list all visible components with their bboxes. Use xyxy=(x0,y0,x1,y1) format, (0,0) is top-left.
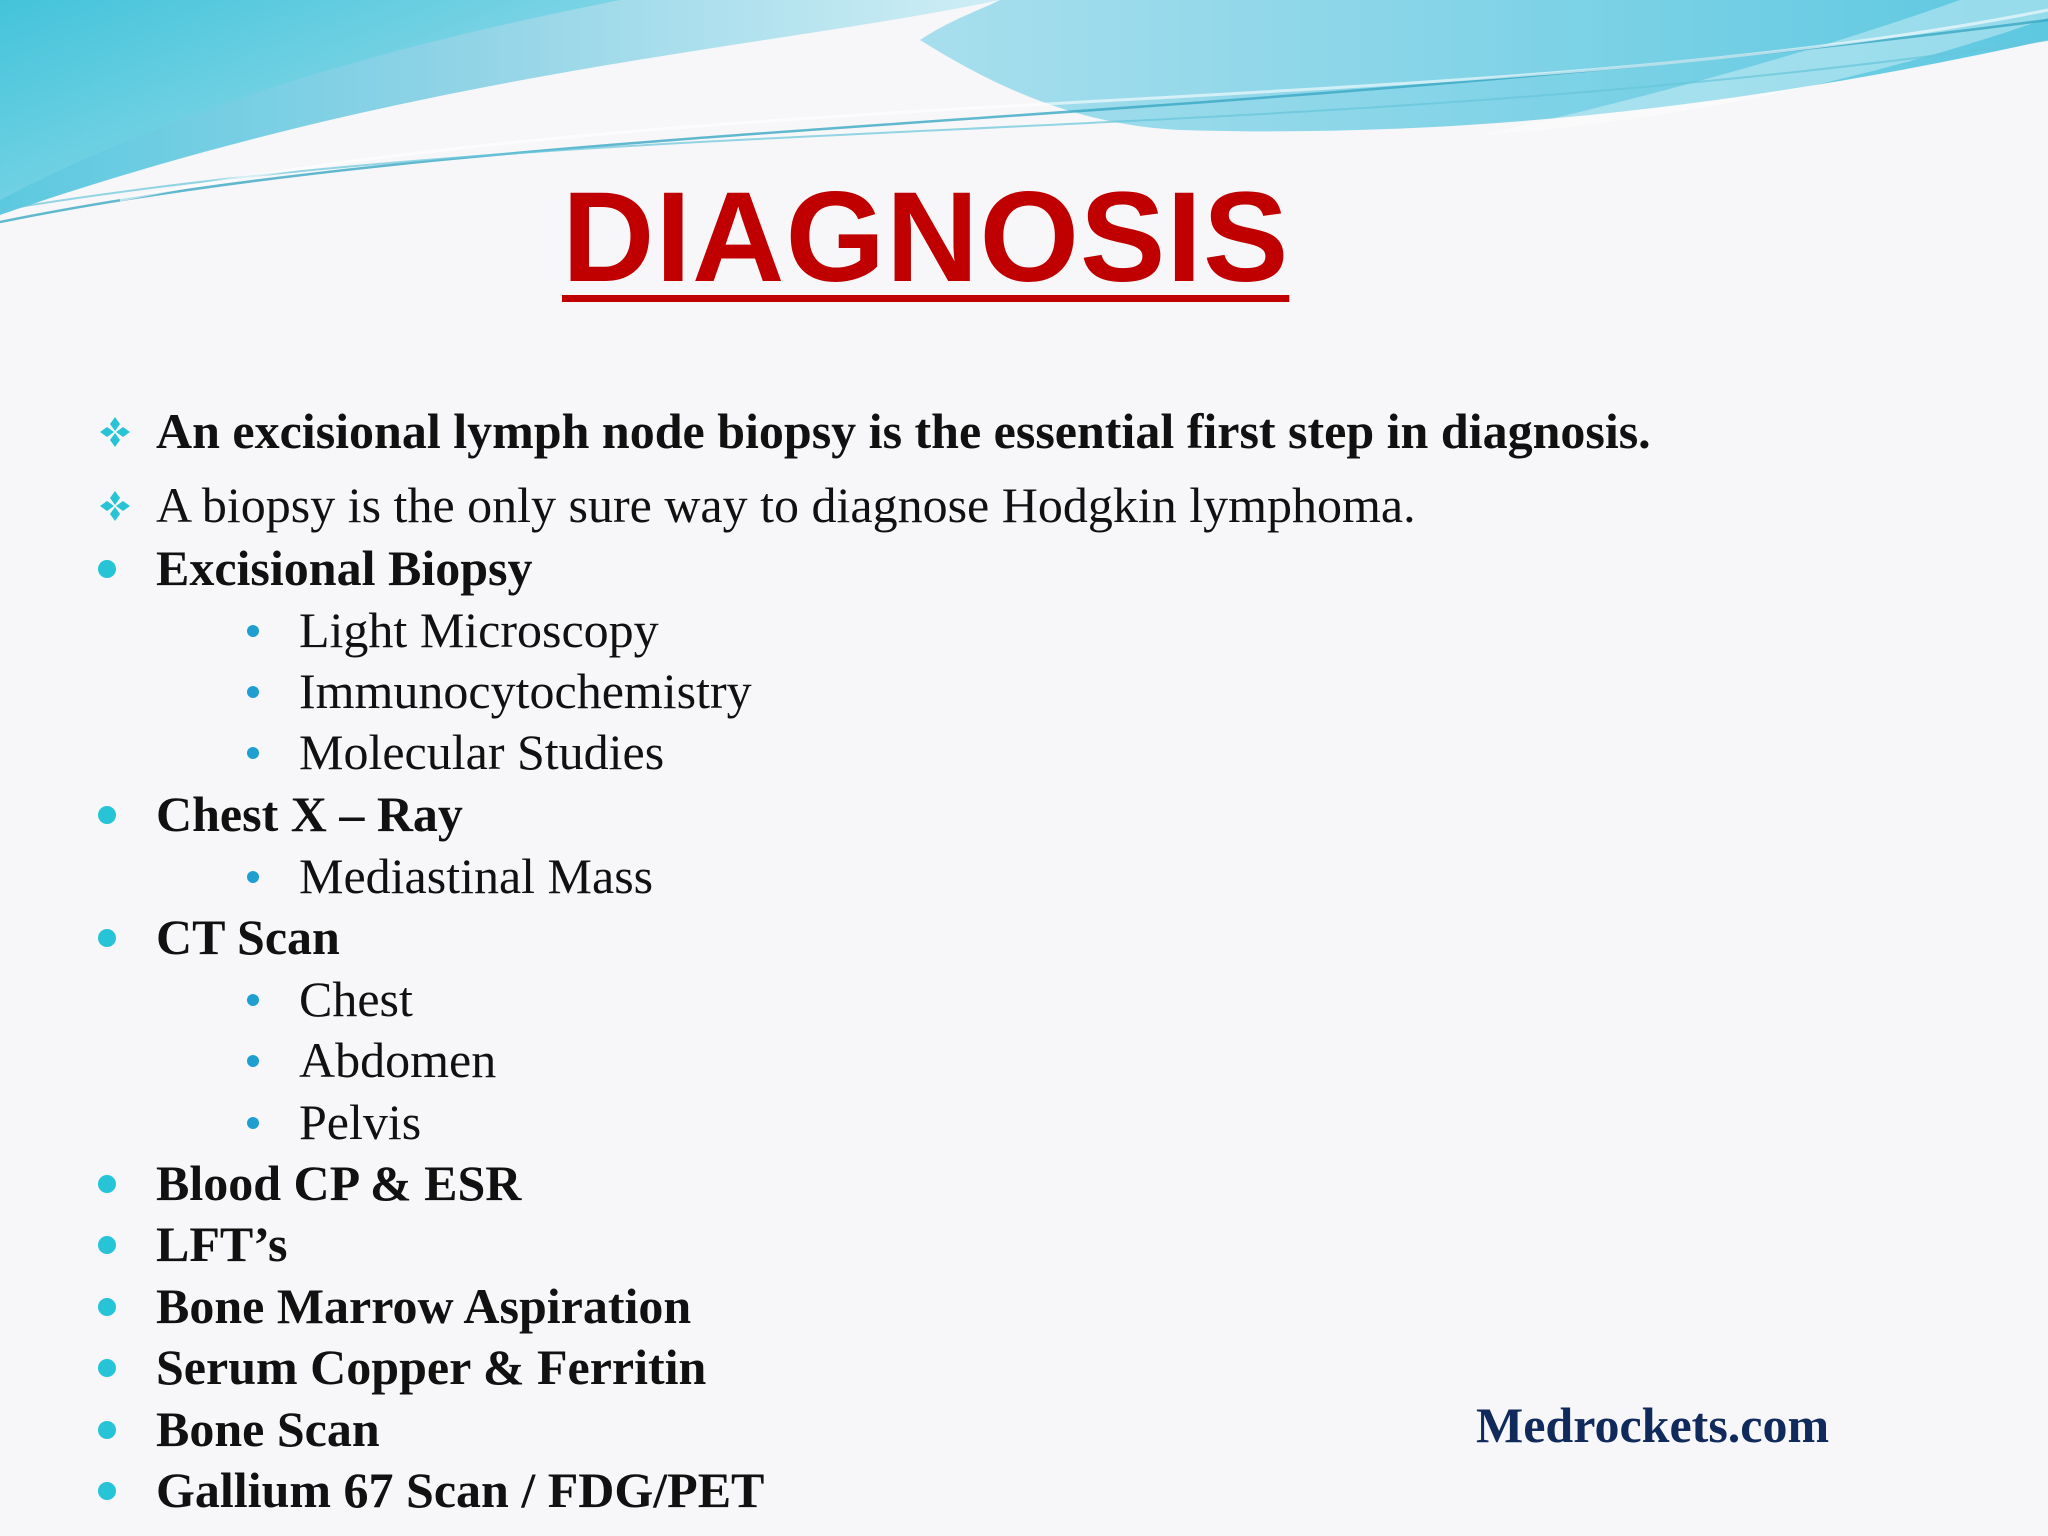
list-item xyxy=(299,722,664,782)
list-item xyxy=(299,661,752,721)
list-item-text: An excisional lymph node biopsy is the essential first step in diagnosis. xyxy=(156,403,1651,459)
list-item-text: Molecular Studies xyxy=(299,724,665,780)
list-item xyxy=(156,1399,380,1459)
list-item xyxy=(299,846,653,906)
dot-icon xyxy=(98,806,116,824)
dot-icon xyxy=(247,747,259,759)
list-item xyxy=(156,475,1416,535)
list-item-text: A biopsy is the only sure way to diagnose Hodgkin lymphoma. xyxy=(156,477,1416,533)
list-item-text: Blood CP & ESR xyxy=(156,1155,522,1211)
list-item-text: Pelvis xyxy=(299,1094,422,1150)
dot-icon xyxy=(247,1055,259,1067)
dot-icon xyxy=(247,686,259,698)
dot-icon xyxy=(247,1117,259,1129)
dot-icon xyxy=(98,929,116,947)
list-item xyxy=(156,784,463,844)
list-item-text: Abdomen xyxy=(299,1032,497,1088)
list-item-text: Light Microscopy xyxy=(299,602,659,658)
dot-icon xyxy=(98,1175,116,1193)
dot-icon xyxy=(247,871,259,883)
diamond-icon xyxy=(98,489,132,523)
brand-watermark: Medrockets.com xyxy=(1476,1397,1830,1453)
list-item-text: Chest xyxy=(299,971,413,1027)
list-item xyxy=(156,1460,764,1520)
list-item xyxy=(299,1092,421,1152)
list-item xyxy=(299,969,413,1029)
dot-icon xyxy=(98,1236,116,1254)
slide-title: DIAGNOSIS xyxy=(562,166,1290,309)
dot-icon xyxy=(98,1359,116,1377)
list-item-text: Mediastinal Mass xyxy=(299,848,654,904)
list-item xyxy=(156,401,1651,461)
list-item-text: Gallium 67 Scan / FDG/PET xyxy=(156,1462,765,1518)
dot-icon xyxy=(247,625,259,637)
list-item xyxy=(299,600,659,660)
list-item xyxy=(156,1214,288,1274)
dot-icon xyxy=(247,994,259,1006)
list-item-text: Chest X – Ray xyxy=(156,786,463,842)
diamond-icon xyxy=(98,415,132,449)
dot-icon xyxy=(98,1298,116,1316)
list-item-text: Bone Scan xyxy=(156,1401,380,1457)
list-item xyxy=(156,538,533,598)
dot-icon xyxy=(98,1421,116,1439)
list-item-text: Excisional Biopsy xyxy=(156,540,533,596)
list-item xyxy=(299,1030,496,1090)
list-item xyxy=(156,1276,691,1336)
list-item xyxy=(156,1337,706,1397)
list-item xyxy=(156,1153,521,1213)
dot-icon xyxy=(98,1482,116,1500)
list-item-text: CT Scan xyxy=(156,909,340,965)
list-item-text: Immunocytochemistry xyxy=(299,663,752,719)
list-item xyxy=(156,907,340,967)
list-item-text: Bone Marrow Aspiration xyxy=(156,1278,692,1334)
list-item-text: LFT’s xyxy=(156,1216,288,1272)
list-item-text: Serum Copper & Ferritin xyxy=(156,1339,707,1395)
dot-icon xyxy=(98,560,116,578)
